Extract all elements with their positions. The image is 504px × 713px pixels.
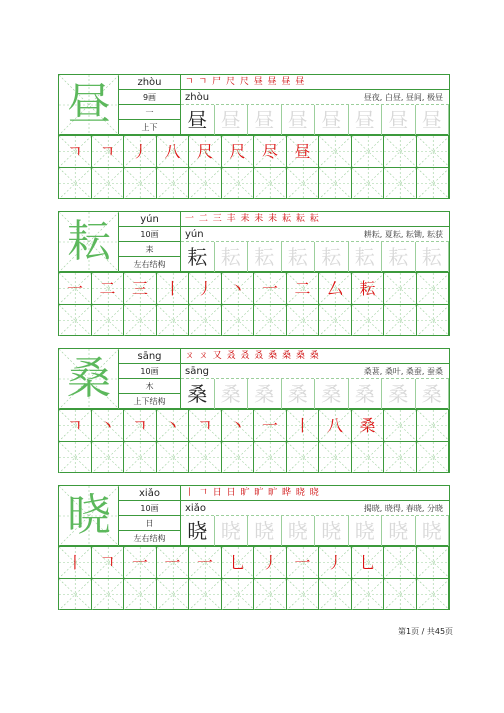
practice-cell	[59, 442, 92, 473]
practice-cell	[92, 579, 125, 610]
stroke-step: 尺	[229, 142, 246, 161]
trace-character: 耘	[248, 242, 282, 272]
practice-cell	[352, 442, 385, 473]
stroke-step: ㄱ	[197, 416, 213, 435]
stroke-practice-row	[59, 546, 449, 578]
practice-cell	[352, 410, 385, 441]
practice-cell	[319, 305, 352, 336]
tracing-row	[181, 379, 449, 409]
stroke-order-sequence: 丨 𠃍 日 日 旷 旷 旷 晔 晓 晓	[181, 486, 449, 501]
radical-label: 日	[119, 516, 180, 531]
character-info	[119, 75, 181, 135]
stroke-step: 一	[261, 279, 278, 298]
pinyin-label: xiǎo	[119, 486, 180, 501]
example-words: 耕耘, 夏耘, 耘锄, 耘获	[363, 230, 443, 239]
practice-cell	[352, 273, 385, 304]
character-details	[181, 212, 449, 272]
radical-label: 耒	[119, 242, 180, 257]
blank-practice-row	[59, 441, 449, 473]
strokes-label: 10画	[119, 501, 180, 516]
practice-cell	[254, 442, 287, 473]
stroke-order-sequence: ㄱ ㄱ 尸 尺 尺 昼 昼 昼 昼	[181, 75, 449, 90]
structure-label: 上下结构	[133, 397, 166, 406]
practice-cell	[254, 410, 287, 441]
practice-cell	[417, 410, 450, 441]
practice-cell	[157, 168, 190, 199]
trace-character: 晓	[349, 516, 383, 546]
pinyin-label: sāng	[119, 349, 180, 364]
trace-character: 昼	[349, 105, 383, 135]
practice-cell	[124, 168, 157, 199]
practice-cell	[59, 547, 92, 578]
trace-character: 耘	[282, 242, 316, 272]
practice-cell	[352, 547, 385, 578]
practice-cell	[417, 273, 450, 304]
trace-character: 桑	[416, 379, 450, 409]
practice-cell	[222, 305, 255, 336]
practice-cell	[59, 579, 92, 610]
stroke-step: 𠃍	[99, 553, 116, 572]
page-footer: 第1页 / 共45页	[398, 627, 454, 636]
stroke-step: 丶	[229, 416, 246, 435]
trace-character: 耘	[215, 242, 249, 272]
practice-cell	[124, 305, 157, 336]
stroke-step: 一	[164, 553, 181, 572]
practice-cell	[417, 168, 450, 199]
practice-cell	[59, 168, 92, 199]
trace-character: 耘	[315, 242, 349, 272]
practice-cell	[287, 442, 320, 473]
trace-character: 晓	[382, 516, 416, 546]
practice-cell	[254, 579, 287, 610]
practice-cell	[157, 547, 190, 578]
practice-cell	[319, 547, 352, 578]
character-details	[181, 349, 449, 409]
character-info	[119, 212, 181, 272]
example-words: 昼夜, 白昼, 昼间, 极昼	[363, 93, 443, 102]
practice-cell	[124, 273, 157, 304]
pinyin-text: zhòu	[185, 92, 210, 103]
practice-cell	[384, 168, 417, 199]
practice-cell	[287, 579, 320, 610]
practice-cell	[417, 547, 450, 578]
model-character: 桑	[181, 379, 215, 409]
practice-cell	[157, 579, 190, 610]
radical-label: 木	[119, 379, 180, 394]
stroke-step: 丶	[164, 416, 181, 435]
trace-character: 昼	[382, 105, 416, 135]
character-details	[181, 75, 449, 135]
stroke-step: 丿	[131, 142, 148, 161]
practice-cell	[254, 305, 287, 336]
tracing-row	[181, 105, 449, 135]
practice-cell	[352, 579, 385, 610]
practice-cell	[417, 442, 450, 473]
big-character: 桑	[67, 353, 111, 404]
practice-cell	[254, 136, 287, 167]
pinyin-label: zhòu	[119, 75, 180, 90]
stroke-step: 厶	[326, 279, 343, 298]
trace-character: 晓	[215, 516, 249, 546]
practice-cell	[59, 273, 92, 304]
practice-cell	[384, 579, 417, 610]
practice-cell	[189, 136, 222, 167]
practice-cell	[254, 547, 287, 578]
big-character-cell	[59, 75, 119, 135]
practice-cell	[59, 136, 92, 167]
stroke-step: ㄱ	[132, 416, 148, 435]
stroke-step: 三	[131, 279, 148, 298]
stroke-step: 二	[99, 279, 116, 298]
character-info	[119, 486, 181, 546]
practice-cell	[157, 305, 190, 336]
practice-cell	[189, 305, 222, 336]
trace-character: 晓	[282, 516, 316, 546]
practice-cell	[384, 136, 417, 167]
practice-cell	[222, 547, 255, 578]
structure-label: 上下	[141, 123, 158, 132]
character-block	[58, 485, 450, 610]
trace-character: 昼	[248, 105, 282, 135]
blank-practice-row	[59, 167, 449, 199]
strokes-label: 10画	[119, 364, 180, 379]
pinyin-text: sāng	[185, 366, 210, 377]
practice-cell	[189, 410, 222, 441]
practice-cell	[287, 136, 320, 167]
practice-cell	[222, 579, 255, 610]
pinyin-label: yún	[119, 212, 180, 227]
trace-character: 桑	[215, 379, 249, 409]
practice-cell	[92, 410, 125, 441]
structure-label: 左右结构	[133, 534, 166, 543]
big-character: 昼	[67, 79, 111, 130]
pinyin-row	[181, 364, 449, 379]
practice-cell	[92, 136, 125, 167]
example-words: 桑葚, 桑叶, 桑蚕, 蚕桑	[363, 367, 443, 376]
practice-cell	[189, 547, 222, 578]
big-character-cell	[59, 212, 119, 272]
stroke-step: 丶	[229, 279, 246, 298]
stroke-order-sequence: 一 二 三 丰 耒 耒 耒 耘 耘 耘	[181, 212, 449, 227]
big-character-cell	[59, 486, 119, 546]
practice-cell	[189, 579, 222, 610]
stroke-step: ㄱ	[99, 142, 116, 161]
practice-cell	[124, 442, 157, 473]
practice-cell	[59, 305, 92, 336]
practice-cell	[287, 273, 320, 304]
pinyin-row	[181, 90, 449, 105]
practice-cell	[92, 442, 125, 473]
trace-character: 耘	[382, 242, 416, 272]
stroke-step: ㄱ	[67, 142, 83, 161]
model-character: 昼	[181, 105, 215, 135]
practice-cell	[92, 547, 125, 578]
big-character-cell	[59, 349, 119, 409]
blank-practice-row	[59, 304, 449, 336]
practice-cell	[124, 410, 157, 441]
character-block	[58, 74, 450, 199]
stroke-step: 乚	[229, 553, 246, 572]
practice-cell	[222, 442, 255, 473]
pinyin-text: xiǎo	[185, 503, 206, 514]
stroke-step: 乚	[359, 553, 376, 572]
stroke-step: 一	[294, 553, 311, 572]
trace-character: 耘	[416, 242, 450, 272]
practice-cell	[222, 273, 255, 304]
practice-cell	[384, 547, 417, 578]
trace-character: 晓	[248, 516, 282, 546]
trace-character: 晓	[315, 516, 349, 546]
practice-cell	[92, 273, 125, 304]
stroke-step: 丨	[164, 279, 181, 298]
practice-cell	[352, 136, 385, 167]
practice-cell	[287, 547, 320, 578]
stroke-order-sequence: ㄡ ㄡ 又 叒 叒 叒 桑 桑 桑 桑	[181, 349, 449, 364]
big-character: 耘	[67, 216, 111, 267]
practice-cell	[417, 579, 450, 610]
stroke-step: 一	[196, 553, 213, 572]
trace-character: 晓	[416, 516, 450, 546]
trace-character: 桑	[349, 379, 383, 409]
radical-label: 一	[119, 105, 180, 120]
character-block	[58, 211, 450, 336]
character-details	[181, 486, 449, 546]
practice-cell	[384, 273, 417, 304]
trace-character: 昼	[315, 105, 349, 135]
practice-cell	[157, 273, 190, 304]
stroke-step: 丶	[99, 416, 116, 435]
practice-cell	[417, 136, 450, 167]
stroke-step: 昼	[294, 142, 311, 161]
stroke-step: 丨	[294, 416, 311, 435]
stroke-step: 桑	[359, 416, 376, 435]
practice-cell	[319, 136, 352, 167]
practice-cell	[157, 442, 190, 473]
practice-cell	[384, 410, 417, 441]
structure-label: 左右结构	[133, 260, 166, 269]
practice-cell	[287, 410, 320, 441]
stroke-step: 尺	[196, 142, 213, 161]
practice-cell	[417, 305, 450, 336]
stroke-step: 尽	[261, 142, 278, 161]
practice-cell	[124, 547, 157, 578]
strokes-label: 10画	[119, 227, 180, 242]
pinyin-row	[181, 227, 449, 242]
model-character: 耘	[181, 242, 215, 272]
stroke-practice-row	[59, 409, 449, 441]
trace-character: 昼	[215, 105, 249, 135]
stroke-step: 一	[66, 279, 83, 298]
practice-cell	[319, 442, 352, 473]
practice-cell	[92, 168, 125, 199]
practice-cell	[352, 168, 385, 199]
trace-character: 耘	[349, 242, 383, 272]
trace-character: 桑	[382, 379, 416, 409]
stroke-step: 丿	[326, 553, 343, 572]
practice-cell	[157, 136, 190, 167]
stroke-step: ㄱ	[67, 416, 83, 435]
blank-practice-row	[59, 578, 449, 610]
tracing-row	[181, 516, 449, 546]
practice-cell	[384, 305, 417, 336]
practice-cell	[189, 273, 222, 304]
pinyin-row	[181, 501, 449, 516]
trace-character: 桑	[282, 379, 316, 409]
stroke-practice-row	[59, 135, 449, 167]
big-character: 晓	[67, 490, 111, 541]
practice-cell	[189, 442, 222, 473]
stroke-step: 丿	[261, 553, 278, 572]
character-block	[58, 348, 450, 473]
strokes-label: 9画	[119, 90, 180, 105]
stroke-step: 一	[261, 416, 278, 435]
practice-cell	[254, 168, 287, 199]
trace-character: 桑	[248, 379, 282, 409]
stroke-step: 一	[131, 553, 148, 572]
stroke-step: 丨	[66, 553, 83, 572]
practice-cell	[157, 410, 190, 441]
model-character: 晓	[181, 516, 215, 546]
trace-character: 昼	[416, 105, 450, 135]
practice-cell	[384, 442, 417, 473]
stroke-step: 二	[294, 279, 311, 298]
practice-cell	[287, 305, 320, 336]
stroke-step: 八	[164, 142, 181, 161]
practice-cell	[222, 136, 255, 167]
practice-cell	[222, 168, 255, 199]
practice-cell	[189, 168, 222, 199]
practice-cell	[59, 410, 92, 441]
tracing-row	[181, 242, 449, 272]
practice-cell	[319, 410, 352, 441]
trace-character: 桑	[315, 379, 349, 409]
stroke-practice-row	[59, 272, 449, 304]
practice-cell	[92, 305, 125, 336]
practice-cell	[319, 273, 352, 304]
stroke-step: 八	[326, 416, 343, 435]
practice-cell	[254, 273, 287, 304]
stroke-step: 耘	[359, 279, 376, 298]
example-words: 揭晓, 晓得, 春晓, 分晓	[363, 504, 443, 513]
practice-cell	[222, 410, 255, 441]
practice-cell	[319, 168, 352, 199]
practice-cell	[319, 579, 352, 610]
stroke-step: 丿	[196, 279, 213, 298]
practice-cell	[124, 579, 157, 610]
practice-cell	[287, 168, 320, 199]
character-info	[119, 349, 181, 409]
pinyin-text: yún	[185, 229, 204, 240]
practice-cell	[124, 136, 157, 167]
trace-character: 昼	[282, 105, 316, 135]
practice-cell	[352, 305, 385, 336]
